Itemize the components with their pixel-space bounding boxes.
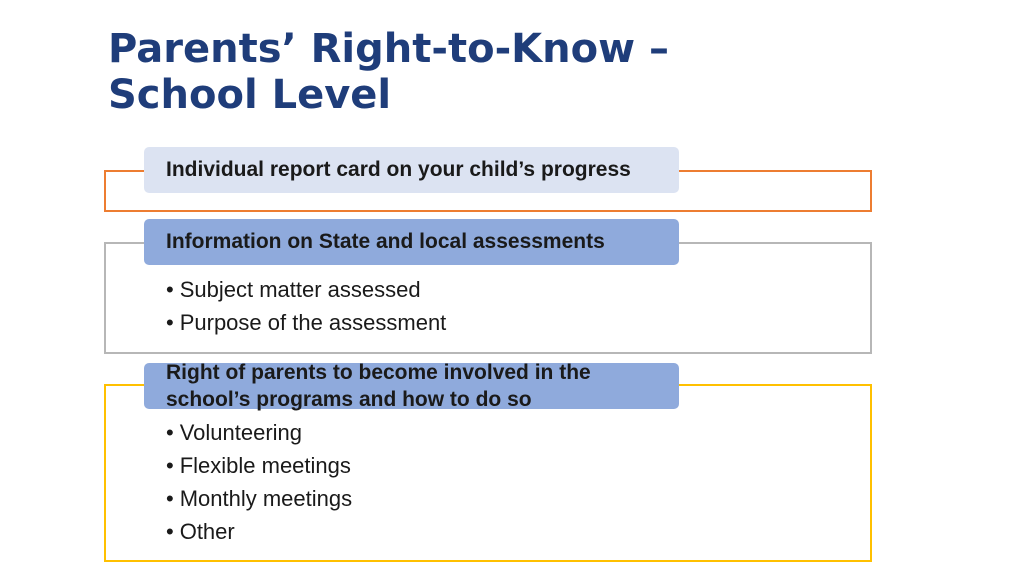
title-line-1: Parents’ Right-to-Know – bbox=[108, 26, 669, 72]
bullet-dot-icon: • bbox=[166, 519, 174, 544]
slide-title bbox=[108, 26, 828, 118]
list-item-text: Volunteering bbox=[179, 420, 303, 445]
bullet-dot-icon: • bbox=[166, 486, 174, 511]
list-item bbox=[166, 484, 352, 517]
title-line-2: School Level bbox=[108, 72, 392, 118]
bullet-dot-icon: • bbox=[166, 453, 174, 478]
list-item bbox=[166, 451, 352, 484]
list-item-text: Monthly meetings bbox=[179, 486, 353, 511]
section-3-header-text: Right of parents to become involved in the school’s programs and how to do so bbox=[166, 361, 591, 411]
list-item-text: Other bbox=[179, 519, 235, 544]
list-item bbox=[166, 418, 352, 451]
bullet-dot-icon: • bbox=[166, 420, 174, 445]
list-item-text: Flexible meetings bbox=[179, 453, 351, 478]
section-1-header-text: Individual report card on your child’s progress bbox=[166, 158, 631, 181]
list-item bbox=[166, 517, 352, 550]
bullet-dot-icon: • bbox=[166, 310, 174, 335]
section-1-header bbox=[144, 147, 679, 193]
section-2-header-text: Information on State and local assessments bbox=[166, 230, 605, 253]
section-3-bullet-list bbox=[166, 418, 352, 550]
section-3-header bbox=[144, 363, 679, 409]
bullet-dot-icon: • bbox=[166, 277, 174, 302]
section-2-header bbox=[144, 219, 679, 265]
section-2-bullet-list bbox=[166, 275, 446, 341]
list-item-text: Subject matter assessed bbox=[179, 277, 421, 302]
list-item bbox=[166, 308, 446, 341]
list-item bbox=[166, 275, 446, 308]
list-item-text: Purpose of the assessment bbox=[179, 310, 447, 335]
